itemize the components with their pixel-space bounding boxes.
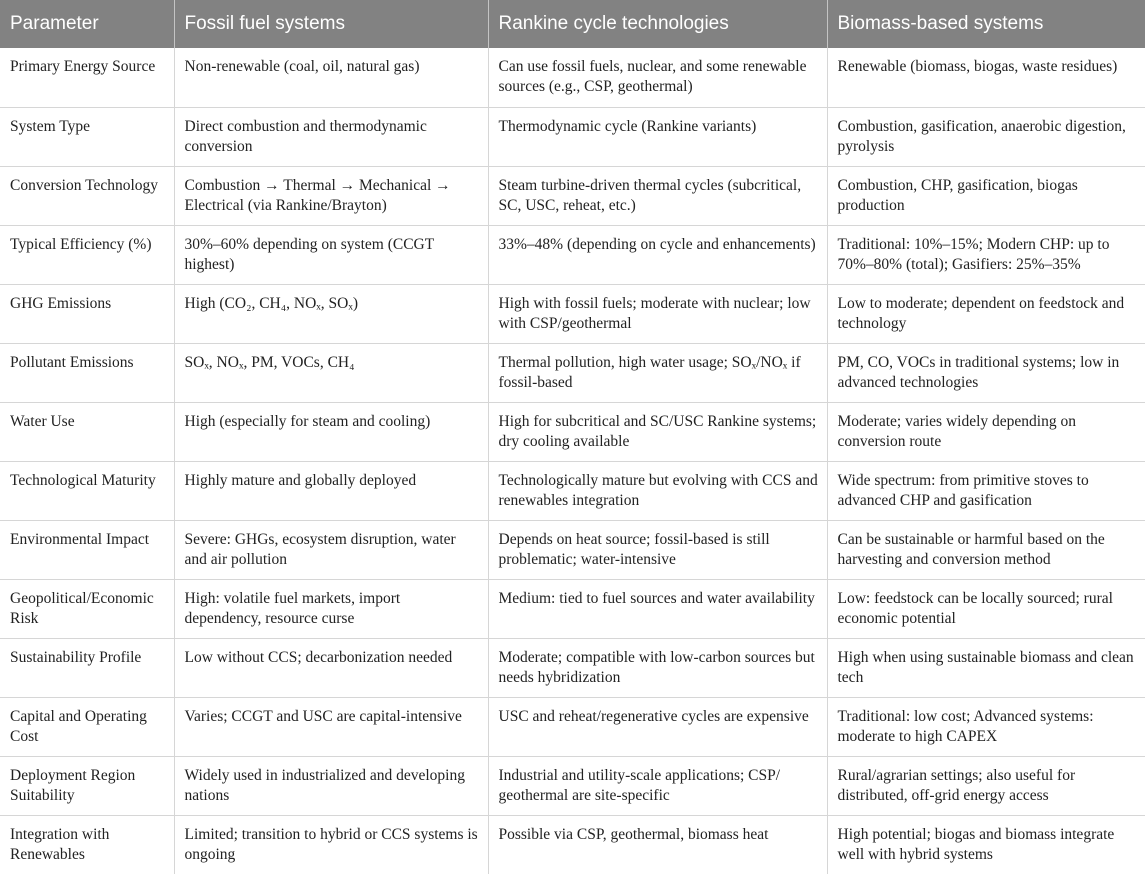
row-parameter-cell: Conversion Technology (0, 166, 174, 225)
row-parameter-cell: Sustainability Profile (0, 638, 174, 697)
row-parameter-cell: Capital and Operating Cost (0, 697, 174, 756)
header-parameter: Parameter (0, 0, 174, 48)
row-parameter-cell: Pollutant Emissions (0, 343, 174, 402)
rankine-cycle-cell: High with fossil fuels; moderate with nuclear; low with CSP/geothermal (488, 284, 827, 343)
table-row (0, 343, 1145, 402)
rankine-cycle-cell: Thermodynamic cycle (Rankine variants) (488, 107, 827, 166)
rankine-cycle-cell: Moderate; compatible with low-carbon sources but needs hybridization (488, 638, 827, 697)
fossil-fuel-cell: High (especially for steam and cooling) (174, 402, 488, 461)
table-row (0, 815, 1145, 874)
fossil-fuel-cell: Non-renewable (coal, oil, natural gas) (174, 48, 488, 107)
table-row (0, 284, 1145, 343)
table-row (0, 697, 1145, 756)
rankine-cycle-cell: Steam turbine-driven thermal cycles (subcritical, SC, USC, reheat, etc.) (488, 166, 827, 225)
table-header (0, 0, 1145, 48)
biomass-cell: Combustion, CHP, gasification, biogas production (827, 166, 1145, 225)
biomass-cell: Can be sustainable or harmful based on the harvesting and conversion method (827, 520, 1145, 579)
row-parameter-cell: Geopolitical/Economic Risk (0, 579, 174, 638)
row-parameter-cell: Integration with Renewables (0, 815, 174, 874)
rankine-cycle-cell: Industrial and utility-scale applications; CSP/ geothermal are site-specific (488, 756, 827, 815)
row-parameter-cell: Typical Efficiency (%) (0, 225, 174, 284)
biomass-cell: Traditional: 10%–15%; Modern CHP: up to 70%–80% (total); Gasifiers: 25%–35% (827, 225, 1145, 284)
fossil-fuel-cell: Widely used in industrialized and developing nations (174, 756, 488, 815)
biomass-cell: Low to moderate; dependent on feedstock and technology (827, 284, 1145, 343)
biomass-cell: Wide spectrum: from primitive stoves to advanced CHP and gasification (827, 461, 1145, 520)
biomass-cell: High potential; biogas and biomass integrate well with hybrid systems (837, 825, 1115, 863)
biomass-cell: Low: feedstock can be locally sourced; rural economic potential (827, 579, 1145, 638)
table-body (0, 48, 1145, 874)
row-parameter-cell: Technological Maturity (0, 461, 174, 520)
header-fossil-fuel-systems: Fossil fuel systems (174, 0, 488, 48)
table-row (0, 638, 1145, 697)
row-parameter-cell: Primary Energy Source (0, 48, 174, 107)
table-row (0, 107, 1145, 166)
rankine-cycle-cell: Possible via CSP, geothermal, biomass heat (488, 815, 827, 874)
rankine-cycle-cell: Medium: tied to fuel sources and water availability (488, 579, 827, 638)
rankine-cycle-cell: 33%–48% (depending on cycle and enhancements) (488, 225, 827, 284)
table-row (0, 461, 1145, 520)
header-row (0, 0, 1145, 48)
row-parameter-cell: Deployment Region Suitability (0, 756, 174, 815)
table-row (0, 402, 1145, 461)
table-row (0, 756, 1145, 815)
biomass-cell: High when using sustainable biomass and clean tech (827, 638, 1145, 697)
fossil-fuel-cell: High (CO₂, CH₄, NOₓ, SOₓ) (174, 284, 488, 343)
biomass-cell: PM, CO, VOCs in traditional systems; low in advanced technologies (827, 343, 1145, 402)
fossil-fuel-cell: Limited; transition to hybrid or CCS systems is ongoing (174, 815, 488, 874)
header-rankine-cycle-technologies: Rankine cycle technologies (488, 0, 827, 48)
rankine-cycle-cell: High for subcritical and SC/USC Rankine systems; dry cooling available (488, 402, 827, 461)
row-parameter-cell: Environmental Impact (0, 520, 174, 579)
row-parameter-cell: Water Use (0, 402, 174, 461)
row-parameter-cell: System Type (0, 107, 174, 166)
fossil-fuel-cell: Varies; CCGT and USC are capital-intensive (174, 697, 488, 756)
rankine-cycle-cell: Technologically mature but evolving with CCS and renewables integration (488, 461, 827, 520)
table-row (0, 520, 1145, 579)
table-row (0, 225, 1145, 284)
biomass-cell: Moderate; varies widely depending on conversion route (827, 402, 1145, 461)
fossil-fuel-cell: 30%–60% depending on system (CCGT highest) (174, 225, 488, 284)
biomass-cell: Renewable (biomass, biogas, waste residues) (827, 48, 1145, 107)
fossil-fuel-cell: High: volatile fuel markets, import dependency, resource curse (174, 579, 488, 638)
rankine-cycle-cell: Depends on heat source; fossil-based is still problematic; water-intensive (488, 520, 827, 579)
fossil-fuel-cell: SOₓ, NOₓ, PM, VOCs, CH₄ (174, 343, 488, 402)
fossil-fuel-cell: Highly mature and globally deployed (174, 461, 488, 520)
fossil-fuel-cell: Combustion → Thermal → Mechanical → Electrical (via Rankine/Brayton) (174, 166, 488, 225)
fossil-fuel-cell: Severe: GHGs, ecosystem disruption, water and air pollution (174, 520, 488, 579)
table-row (0, 48, 1145, 107)
row-parameter-cell: GHG Emissions (0, 284, 174, 343)
table-row (0, 579, 1145, 638)
rankine-cycle-cell: Thermal pollution, high water usage; SOₓ/NOₓ if fossil-based (488, 343, 827, 402)
biomass-cell: Combustion, gasification, anaerobic digestion, pyrolysis (827, 107, 1145, 166)
header-biomass-based-systems: Biomass-based systems (827, 0, 1145, 48)
fossil-fuel-cell: Low without CCS; decarbonization needed (174, 638, 488, 697)
rankine-cycle-cell: Can use fossil fuels, nuclear, and some renewable sources (e.g., CSP, geothermal) (488, 48, 827, 107)
rankine-cycle-cell: USC and reheat/regenerative cycles are expensive (488, 697, 827, 756)
biomass-cell: Traditional: low cost; Advanced systems: moderate to high CAPEX (827, 697, 1145, 756)
table-row (0, 166, 1145, 225)
biomass-cell: Rural/agrarian settings; also useful for distributed, off-grid energy access (827, 756, 1145, 815)
fossil-fuel-cell: Direct combustion and thermodynamic conversion (174, 107, 488, 166)
